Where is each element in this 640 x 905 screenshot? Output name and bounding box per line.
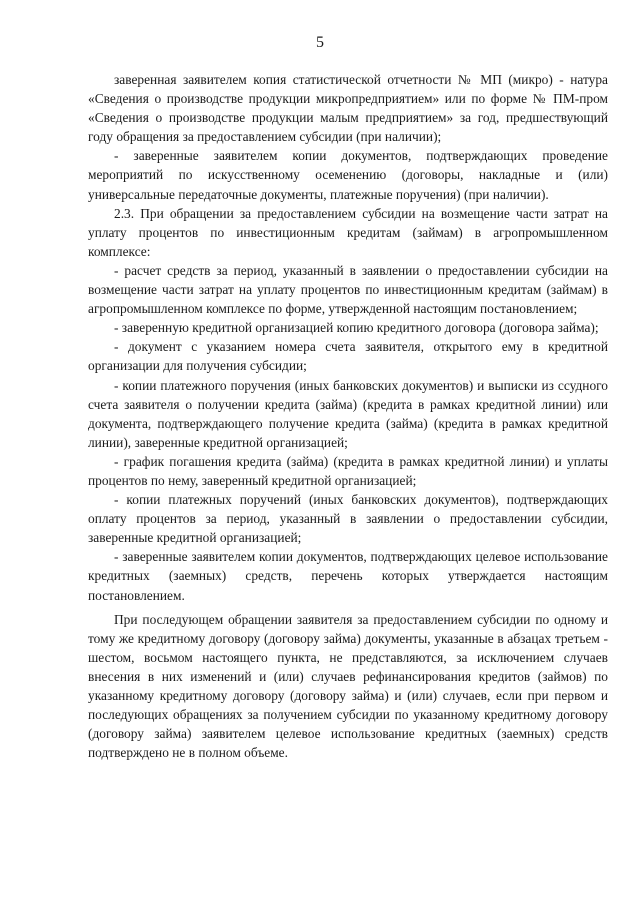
document-body: [88, 70, 608, 762]
paragraph-interest-payment-orders: - копии платежных поручений (иных банковских документов), подтверждающих оплату процентов за период, указанный в заявлении о предоставлении субсидии, заверенные кредитной организацией;: [88, 492, 608, 546]
paragraph-payment-order-copies: - копии платежного поручения (иных банковских документов) и выписки из ссудного счета заявителя о получении кредита (займа) (кредита в рамках кредитной линии) или документа, подтверждающего получение кредита (займа) (кредита в рамках кредитной линии), заверенные кредитной организацией;: [88, 377, 608, 450]
paragraph-credit-agreement-copy: - заверенную кредитной организацией копию кредитного договора (договора займа);: [114, 320, 599, 336]
paragraph-targeted-use-docs: - заверенные заявителем копии документов, подтверждающих целевое использование кредитных (заемных) средств, перечень которых утверждается настоящим постановлением.: [88, 549, 608, 603]
paragraph-subsequent-application: При последующем обращении заявителя за предоставлением субсидии по одному и тому же кредитному договору (договору займа) документы, указанные в абзацах третьем - шестом, восьмом настоящего пункта, не представляются, за исключением случаев внесения в них изменений и (или) случаев рефинансирования кредитов (займов) по указанному кредитному договору (договору займа) и (или) случаев, если при первом и последующих обращениях за получением субсидии по указанному кредитному договору (договору займа) заявителем целевое использование кредитных (заемных) средств подтверждено не в полном объеме.: [88, 611, 608, 761]
page-number: 5: [316, 34, 324, 51]
paragraph-account-number: - документ с указанием номера счета заявителя, открытого ему в кредитной организации для получения субсидии;: [88, 339, 608, 374]
paragraph-insemination-docs: - заверенные заявителем копии документов, подтверждающих проведение мероприятий по искусственному осеменению (договоры, накладные и (или) универсальные передаточные документы, платежные поручения) (при наличии).: [88, 148, 608, 202]
paragraph-repayment-schedule: - график погашения кредита (займа) (кредита в рамках кредитной линии) и уплаты процентов по нему, заверенный кредитной организацией;: [88, 453, 608, 488]
paragraph-statistical-report: заверенная заявителем копия статистической отчетности № МП (микро) - натура «Сведения о производстве продукции микропредприятием» или по форме № ПМ-пром «Сведения о производстве продукции малым предприятием» за год, предшествующий году обращения за предоставлением субсидии (при наличии);: [88, 72, 608, 145]
paragraph-funds-calculation: - расчет средств за период, указанный в заявлении о предоставлении субсидии на возмещение части затрат на уплату процентов по инвестиционным кредитам (займам) в агропромышленном комплексе по форме, утвержденной настоящим постановлением;: [88, 262, 608, 317]
paragraph-section-2-3: 2.3. При обращении за предоставлением субсидии на возмещение части затрат на уплату процентов по инвестиционным кредитам (займам) в агропромышленном комплексе:: [88, 205, 608, 259]
